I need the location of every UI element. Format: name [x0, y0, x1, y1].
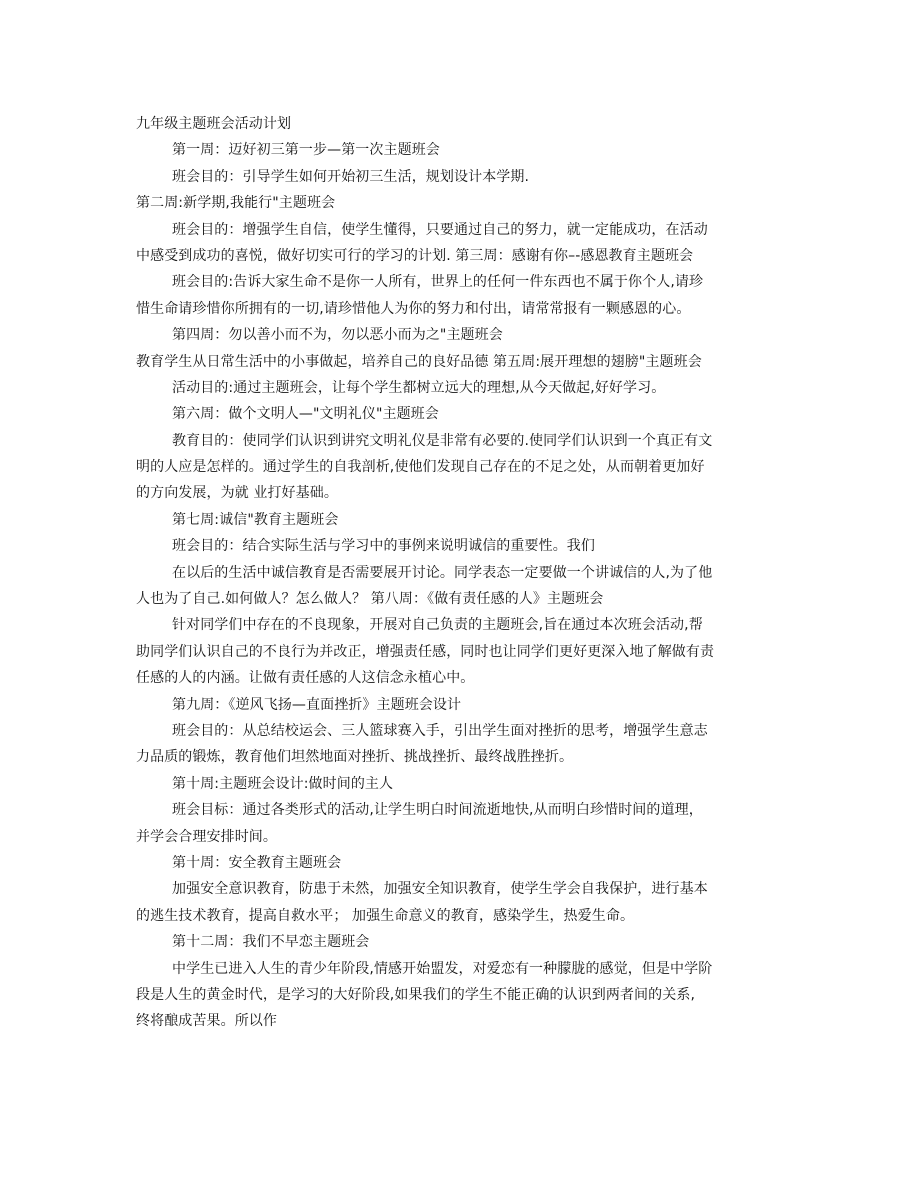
text-line: 人也为了自己.如何做人？怎么做人？ 第八周：《做有责任感的人》主题班会: [136, 591, 604, 608]
document-body: [136, 111, 784, 1035]
document-title: 九年级主题班会活动计划: [136, 116, 292, 132]
text-line: 段是人生的黄金时代，是学习的大好阶段,如果我们的学生不能正确的认识到两者间的关系,: [136, 986, 695, 1003]
text-line: 第十周：安全教育主题班会: [172, 854, 342, 871]
text-line: 第十周:主题班会设计:做时间的主人: [172, 775, 394, 792]
text-line: 班会目标：通过各类形式的活动,让学生明白时间流逝地快,从而明白珍惜时间的道理，: [172, 802, 703, 819]
text-line: 的方向发展，为就 业打好基础。: [136, 485, 338, 502]
text-line: 任感的人的内涵。让做有责任感的人这信念永植心中。: [136, 670, 475, 687]
text-line: 第九周：《逆风飞扬—直面挫折》主题班会设计: [172, 696, 462, 713]
text-line: 第二周:新学期,我能行"主题班会: [136, 195, 336, 212]
text-line: 班会目的：从总结校运会、三人篮球赛入手，引出学生面对挫折的思考，增强学生意志: [172, 722, 708, 739]
text-line: 惜生命请珍惜你所拥有的一切,请珍惜他人为你的努力和付出，请常常报有一颗感恩的心。: [136, 300, 691, 317]
text-line: 第十二周：我们不早恋主题班会: [172, 934, 370, 951]
text-line: 第七周:诚信"教育主题班会: [172, 511, 339, 528]
text-line: 在以后的生活中诚信教育是否需要展开讨论。同学表态一定要做一个讲诚信的人,为了他: [172, 564, 713, 581]
text-line: 第一周：迈好初三第一步—第一次主题班会: [172, 142, 440, 159]
text-line: 班会目的：结合实际生活与学习中的事例来说明诚信的重要性。我们: [172, 538, 595, 555]
text-line: 力品质的锻炼，教育他们坦然地面对挫折、挑战挫折、最终战胜挫折。: [136, 749, 574, 766]
text-line: 中学生已进入人生的青少年阶段,情感开始盟发，对爱恋有一种朦胧的感觉，但是中学阶: [172, 960, 713, 977]
text-line: 教育目的：使同学们认识到讲究文明礼仪是非常有必要的.使同学们认识到一个真正有文: [172, 432, 713, 449]
text-line: 活动目的:通过主题班会，让每个学生都树立远大的理想,从今天做起,好好学习。: [172, 379, 666, 396]
text-line: 教育学生从日常生活中的小事做起，培养自己的良好品德 第五周:展开理想的翅膀"主题班会: [136, 353, 702, 370]
text-line: 班会目的：增强学生自信，使学生懂得，只要通过自己的努力，就一定能成功，在活动: [172, 221, 708, 238]
text-line: 加强安全意识教育，防患于未然，加强安全知识教育，使学生学会自我保护，进行基本: [172, 881, 708, 898]
text-line: 终将酿成苦果。所以作: [136, 1013, 277, 1030]
text-line: 第六周：做个文明人—"文明礼仪"主题班会: [172, 406, 439, 423]
text-line: 班会目的：引导学生如何开始初三生活，规划设计本学期.: [172, 168, 530, 185]
text-line: 班会目的:告诉大家生命不是你一人所有，世界上的任何一件东西也不属于你个人,请珍: [172, 274, 704, 291]
text-line: 中感受到成功的喜悦，做好切实可行的学习的计划. 第三周：感谢有你–-感恩教育主题班会: [136, 247, 694, 264]
text-line: 并学会合理安排时间。: [136, 828, 277, 845]
text-line: 第四周：勿以善小而不为，勿以恶小而为之"主题班会: [172, 327, 503, 344]
text-line: 明的人应是怎样的。通过学生的自我剖析,使他们发现自己存在的不足之处，从而朝着更加好: [136, 459, 705, 476]
text-line: 的逃生技术教育，提高自救水平； 加强生命意义的教育，感染学生，热爱生命。: [136, 907, 635, 924]
text-line: 助同学们认识自己的不良行为并改正，增强责任感，同时也让同学们更好更深入地了解做有责: [136, 643, 715, 660]
text-line: 针对同学们中存在的不良现象，开展对自己负责的主题班会,旨在通过本次班会活动,帮: [172, 617, 703, 634]
